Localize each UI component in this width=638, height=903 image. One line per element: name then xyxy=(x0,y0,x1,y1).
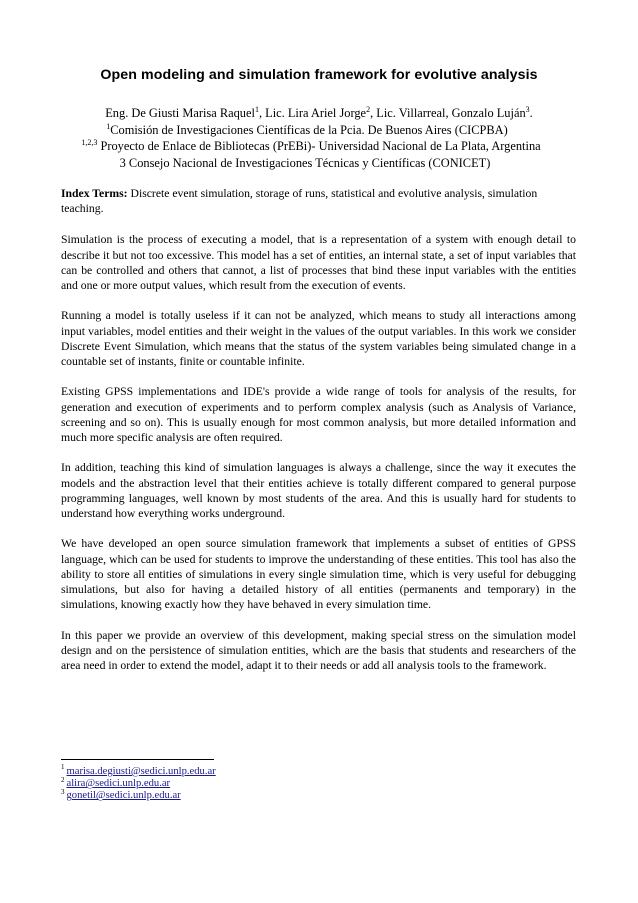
paragraph: Running a model is totally useless if it can not be analyzed, which means to study all interactions among input variables, model entities and their weight in the values of the output variables. In this work we consider Discrete Event Simulation, which means that the status of the system variables being simulated change in a countable set of instants, finite or countable infinite. xyxy=(61,309,576,369)
index-terms xyxy=(61,186,576,216)
paragraph: Existing GPSS implementations and IDE's provide a wide range of tools for analysis of the results, for generation and execution of experiments and to perform complex analysis (such as Analysis of Variance, screening and so on). This is usually enough for most common analysis, but more detailed information and much more specific analysis are often required. xyxy=(61,385,576,445)
paper-body xyxy=(61,186,576,688)
author-line xyxy=(0,105,638,122)
index-terms-label: Index Terms: xyxy=(61,187,128,200)
author-3-sup: 3 xyxy=(525,104,530,114)
author-line-end: . xyxy=(529,106,533,120)
paragraph: We have developed an open source simulation framework that implements a subset of entities of GPSS language, which can be used for students to improve the understanding of these entities. This tool has also the ability to store all entities of simulations in every single simulation time, which is very useful for debugging simulations, but also for having a detailed history of all entities (permanents and temporary) in the simulations, knowing exactly how they have behaved in every simulation time. xyxy=(61,537,576,612)
affiliation-2-sup: 1,2,3 xyxy=(81,137,98,147)
footnote-3 xyxy=(61,787,361,802)
affiliation-1 xyxy=(0,122,626,139)
footnote-3-num: 3 xyxy=(61,787,65,796)
footnote-2 xyxy=(61,775,361,790)
affiliation-2 xyxy=(0,138,630,155)
affiliation-1-text: Comisión de Investigaciones Científicas de la Pcia. De Buenos Aires (CICPBA) xyxy=(110,122,508,137)
footnote-1-email-link[interactable]: marisa.degiusti@sedici.unlp.edu.ar xyxy=(66,766,216,777)
affiliation-3: 3 Consejo Nacional de Investigaciones Técnicas y Científicas (CONICET) xyxy=(119,155,491,170)
author-3: , Lic. Villarreal, Gonzalo Luján xyxy=(370,106,526,120)
footnotes xyxy=(61,759,361,803)
affiliation-1-sup: 1 xyxy=(106,121,111,131)
author-1-sup: 1 xyxy=(254,104,259,114)
author-block xyxy=(0,105,638,171)
affiliation-2-text: Proyecto de Enlace de Bibliotecas (PrEBi)- Universidad Nacional de La Plata, Argentina xyxy=(100,139,541,153)
footnote-1-num: 1 xyxy=(61,763,65,772)
paragraph: In addition, teaching this kind of simulation languages is always a challenge, since the way it executes the models and the abstraction level that their entities achieve is totally different compared to general purpose programming languages, well known by most students of the area. And this is usually hard for students to understand how everything works underground. xyxy=(61,461,576,521)
footnote-2-num: 2 xyxy=(61,775,65,784)
author-2-sup: 2 xyxy=(366,104,371,114)
paragraph: In this paper we provide an overview of this development, making special stress on the simulation model design and on the persistence of simulation entities, which are the basis that students and researchers of the area need in order to extend the model, adapt it to their needs or add all analysis tools to the framework. xyxy=(61,628,576,673)
footnote-2-email-link[interactable]: alira@sedici.unlp.edu.ar xyxy=(66,778,171,790)
author-2: , Lic. Lira Ariel Jorge xyxy=(258,106,367,120)
author-1: Eng. De Giusti Marisa Raquel xyxy=(105,106,255,120)
paper-title: Open modeling and simulation framework for evolutive analysis xyxy=(100,67,538,83)
footnote-rule xyxy=(61,759,214,760)
index-terms-text: Discrete event simulation, storage of runs, statistical and evolutive analysis, simulation teaching. xyxy=(61,187,538,216)
footnote-1 xyxy=(61,763,361,778)
footnote-3-email-link[interactable]: gonetil@sedici.unlp.edu.ar xyxy=(66,790,181,802)
paragraph: Simulation is the process of executing a model, that is a representation of a system with enough detail to describe it but not too excessive. This model has a set of entities, an internal state, a set of input variables that can be controlled and others that cannot, a list of processes that bind these input variables with the entities and one or more output values, which result from the execution of events. xyxy=(61,233,576,293)
